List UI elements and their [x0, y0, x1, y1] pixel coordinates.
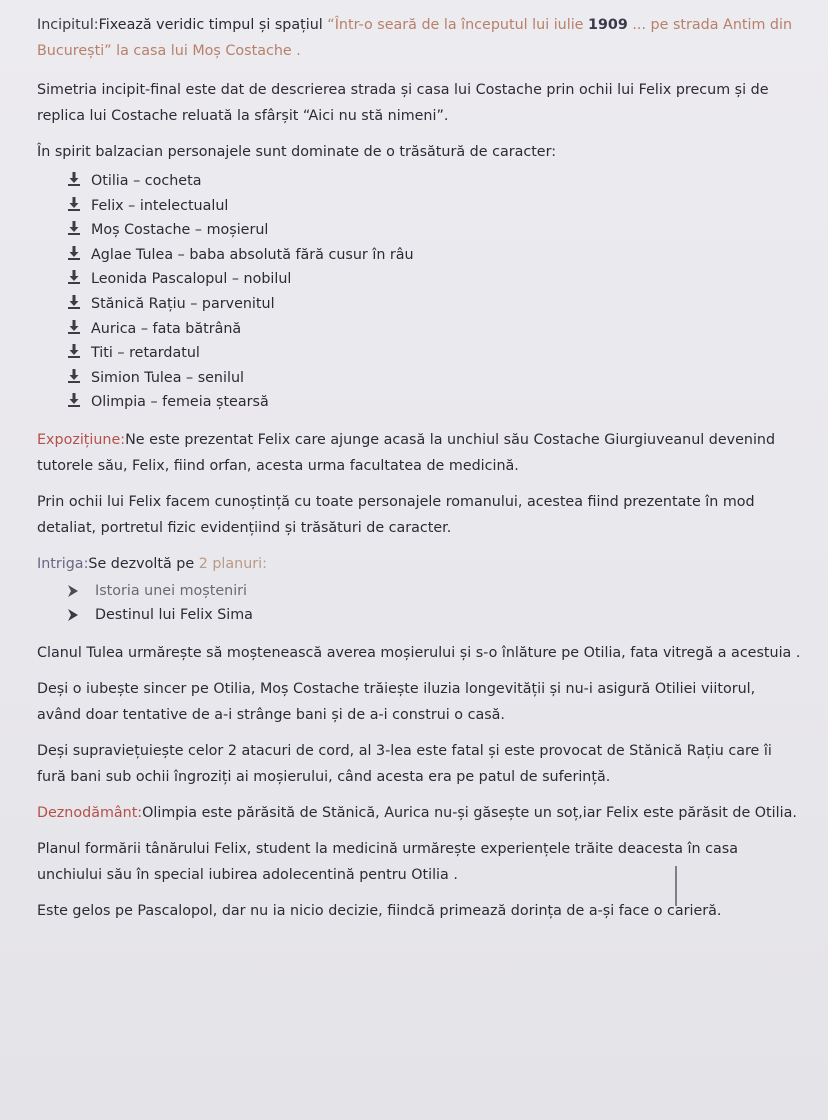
list-item: Titi – retardatul [37, 341, 802, 366]
arrow-down-icon [66, 294, 82, 310]
chevron-right-icon [67, 608, 79, 622]
characters-list [37, 169, 802, 415]
deznodamant-label: Deznodământ: [37, 804, 143, 821]
intriga-label: Intriga: [37, 555, 89, 572]
expozitiune-text: Ne este prezentat Felix care ajunge acasă la unchiul său Costache Giurgiuveanul devenind tutorele său, Felix, fiind orfan, acesta urma facultatea de medicină. [37, 431, 776, 474]
arrow-down-icon [66, 269, 82, 285]
list-item: Otilia – cocheta [37, 169, 802, 194]
desi2-paragraph: Deși supraviețuiește celor 2 atacuri de cord, al 3-lea este fatal și este provocat de Stănică Rațiu care îi fură bani sub ochii îngroziți ai moșierului, când acesta era pe patul de suferință. [37, 742, 772, 785]
deznodamant-text: Olimpia este părăsită de Stănică, Aurica nu-și găsește un soț,iar Felix este părăsit de Otilia. [142, 804, 797, 821]
incipit-quote-part2: ... pe strada Antim din București” la casa lui Moș Costache . [37, 17, 793, 59]
incipit-text: Fixează veridic timpul și spațiul [98, 17, 328, 33]
arrow-down-icon [66, 220, 82, 236]
list-item: Leonida Pascalopul – nobilul [37, 267, 802, 292]
simetria-paragraph: Simetria incipit-final este dat de descrierea strada și casa lui Costache prin ochii lui Felix precum și de replica lui Costache reluată la sfârșit “Aici nu stă nimeni”. [37, 82, 769, 124]
prin-ochii-paragraph: Prin ochii lui Felix facem cunoștință cu toate personajele romanului, acestea fiind prezentate în mod detaliat, portretul fizic evidențiind și trăsături de caracter. [37, 493, 755, 536]
incipit-quote-part1: “Într-o seară de la începutul lui iulie [327, 17, 589, 33]
intriga-faint: 2 planuri: [198, 555, 267, 572]
desi1-paragraph: Deși o iubește sincer pe Otilia, Moș Costache trăiește iluzia longevității și nu-i asigură Otiliei viitorul, având doar tentative de a-i strânge bani și de a-i construi o casă. [37, 680, 756, 723]
intriga-paragraph [37, 551, 802, 577]
intriga-text: Se dezvoltă pe [88, 555, 199, 572]
planul-formarii-paragraph: Planul formării tânărului Felix, student la medicină urmărește experiențele trăite deacesta în casa unchiului său în special iubirea adolecentină pentru Otilia . [37, 840, 738, 883]
list-item: Istoria unei moșteniri [37, 579, 802, 604]
chevron-right-icon [67, 584, 79, 598]
incipit-paragraph [37, 12, 802, 64]
gelos-paragraph: Este gelos pe Pascalopol, dar nu ia nicio decizie, fiindcă primează dorința de a-și face o carieră. [37, 902, 722, 919]
planuri-list [37, 579, 802, 628]
arrow-down-icon [66, 196, 82, 212]
clanul-paragraph: Clanul Tulea urmărește să moștenească averea moșierului și s-o înlăture pe Otilia, fata vitregă a acestuia . [37, 644, 801, 661]
list-item: Moș Costache – moșierul [37, 218, 802, 243]
expozitiune-label: Expozițiune: [37, 431, 126, 448]
arrow-down-icon [66, 171, 82, 187]
list-item: Felix – intelectualul [37, 194, 802, 219]
expozitiune-paragraph [37, 427, 802, 479]
list-item: Simion Tulea – senilul [37, 366, 802, 391]
arrow-down-icon [66, 368, 82, 384]
incipit-label: Incipitul: [37, 17, 99, 33]
arrow-down-icon [66, 319, 82, 335]
arrow-down-icon [66, 245, 82, 261]
list-item: Aurica – fata bătrână [37, 317, 802, 342]
list-item: Stănică Rațiu – parvenitul [37, 292, 802, 317]
list-item: Olimpia – femeia ștearsă [37, 390, 802, 415]
deznodamant-paragraph [37, 800, 802, 826]
arrow-down-icon [66, 343, 82, 359]
balzac-intro: În spirit balzacian personajele sunt dominate de o trăsătură de caracter: [37, 144, 557, 160]
list-item: Aglae Tulea – baba absolută fără cusur în râu [37, 243, 802, 268]
arrow-down-icon [66, 392, 82, 408]
incipit-year: 1909 [588, 17, 628, 33]
pen-stroke-mark [674, 866, 678, 906]
list-item: Destinul lui Felix Sima [37, 603, 802, 628]
